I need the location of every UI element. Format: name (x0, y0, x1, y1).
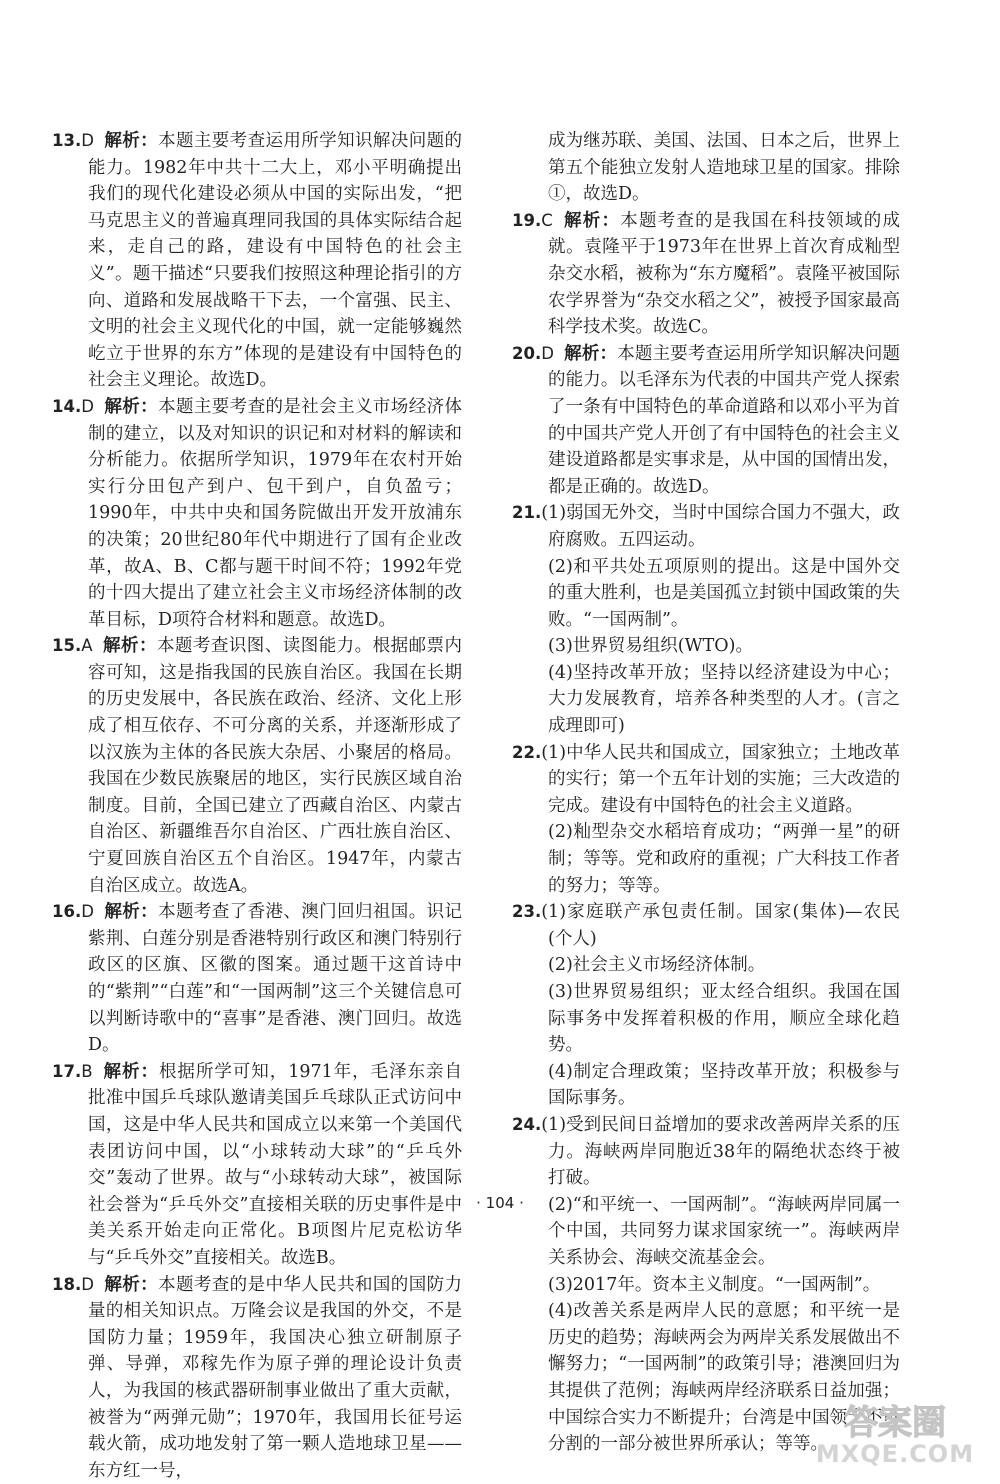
item-text: 本题主要考查运用所学知识解决问题的能力。以毛泽东为代表的中国共产党人探索了一条有中国特色的革命道路和以邓小平为首的中国共产党人开创了有中国特色的社会主义建设道路都是实事求是，从中国的国情出发，都是正确的。故选D。 (548, 343, 901, 497)
right-column (512, 128, 900, 1458)
answer-part: (2)社会主义市场经济体制。 (548, 955, 766, 976)
item-number: 16. (52, 902, 82, 922)
analysis-label: 解析： (563, 343, 618, 364)
solution-item (52, 633, 462, 899)
item-text: 本题考查的是中华人民共和国的国防力量的相关知识点。万隆会议是我国的外交，不是国防力量；1959年，我国决心独立研制原子弹、导弹，邓稼先作为原子弹的理论设计负责人，为我国的核武器研制事业做出了重大贡献，被誉为“两弹元勋”；1970年，我国用长征号运载火箭，成功地发射了第一颗人造地球卫星——东方红一号， (88, 1274, 462, 1481)
svg-text:MXQE.COM: MXQE.COM (815, 1440, 975, 1466)
item-answer: A (81, 636, 93, 656)
item-answer: D (81, 131, 94, 150)
answer-part: (1)弱国无外交，当时中国综合国力不强大，政府腐败。五四运动。 (541, 503, 900, 550)
svg-text:答案圈: 答案圈 (844, 1403, 946, 1443)
item-answer: D (541, 343, 554, 363)
item-answer: C (541, 210, 553, 230)
answer-item (512, 500, 900, 739)
answer-part: (2)“和平统一、一国两制”。“海峡两岸同属一个中国，共同努力谋求国家统一”。海峡两岸关系协会、海峡交流基金会。 (548, 1194, 900, 1268)
analysis-label: 解析： (103, 1274, 159, 1295)
solution-item (512, 341, 900, 501)
answer-part: (2)和平共处五项原则的提出。这是中国外交的重大胜利，也是美国孤立封锁中国政策的失败。“一国两制”。 (548, 556, 900, 630)
item-text: 本题主要考查运用所学知识解决问题的能力。1982年中共十二大上，邓小平明确提出我们的现代化建设必须从中国的实际出发，“把马克思主义的普遍真理同我国的具体实际结合起来，走自己的路，建设有中国特色的社会主义”。题干描述“只要我们按照这种理论指引的方向、道路和发展战略干下去，一个富强、民主、文明的社会主义现代化的中国，就一定能够巍然屹立于世界的东方”体现的是建设有中国特色的社会主义理论。故选D。 (88, 131, 462, 391)
answer-part: (3)世界贸易组织；亚太经合组织。我国在国际事务中发挥着积极的作用，顺应全球化趋势。 (548, 982, 900, 1056)
analysis-label: 解析： (103, 131, 159, 151)
item-number: 23. (512, 902, 542, 922)
item-answer: D (81, 902, 94, 922)
item-answer: B (81, 1061, 93, 1081)
item-number: 24. (512, 1114, 542, 1134)
item-text: 根据所学可知，1971年，毛泽东亲自批准中国乒乓球队邀请美国乒乓球队正式访问中国，这是中华人民共和国成立以来第一个美国代表团访问中国，以“小球转动大球”的“乒乓外交”轰动了世界。故与“小球转动大球”，被国际社会誉为“乒乓外交”直接相关联的历史事件是中美关系开始走向正常化。B项图片尼克松访华与“乒乓外交”直接相关。故选B。 (88, 1061, 462, 1268)
solution-item (52, 394, 462, 633)
answer-part: (3)世界贸易组织(WTO)。 (548, 636, 753, 657)
answer-part: (2)籼型杂交水稻培育成功；“两弹一星”的研制；等等。党和政府的重视；广大科技工作者的努力；等等。 (548, 822, 900, 896)
item-answer: D (81, 1274, 94, 1294)
answer-part: (3)2017年。资本主义制度。“一国两制”。 (548, 1274, 881, 1295)
item-number: 20. (512, 343, 542, 363)
answer-part: (4)制定合理政策；坚持改革开放；积极参与国际事务。 (548, 1061, 900, 1109)
answer-item (512, 899, 900, 1112)
item-number: 22. (512, 742, 542, 762)
analysis-label: 解析： (102, 636, 157, 657)
solution-item (52, 1059, 462, 1272)
solution-item (52, 128, 462, 394)
watermark-logo (800, 1400, 990, 1466)
item-number: 19. (512, 210, 542, 230)
item-number: 15. (52, 636, 82, 656)
item-text: 本题主要考查的是社会主义市场经济体制的建立，以及对知识的识记和对材料的解读和分析能力。依据所学知识，1979年在农村开始实行分田包产到户、包干到户，自负盈亏；1990年，中共中央和国务院做出开发开放浦东的决策；20世纪80年代中期进行了国有企业改革，故A、B、C都与题干时间不符；1992年党的十四大提出了建立社会主义市场经济体制的改革目标，D项符合材料和题意。故选D。 (88, 396, 462, 630)
item-number: 21. (512, 503, 542, 523)
item-number: 17. (52, 1061, 82, 1081)
item-number: 13. (52, 131, 82, 150)
analysis-label: 解析： (103, 902, 159, 923)
left-column (52, 128, 462, 1484)
solution-item (52, 899, 462, 1059)
analysis-label: 解析： (562, 210, 621, 231)
answer-part: (1)家庭联产承包责任制。国家(集体)—农民(个人) (541, 902, 900, 949)
item-number: 18. (52, 1274, 82, 1294)
answer-part: (4)改善关系是两岸人民的意愿；和平统一是历史的趋势；海峡两会为两岸关系发展做出不懈努力；“一国两制”的政策引导；港澳回归为其提供了范例；海峡两岸经济联系日益加强；中国综合实力不断提升；台湾是中国领土不可分割的一部分被世界所承认；等等。 (548, 1301, 900, 1455)
item-answer: D (81, 396, 94, 416)
item-text: 本题考查了香港、澳门回归祖国。识记紫荆、白莲分别是香港特别行政区和澳门特别行政区的区旗、区徽的图案。通过题干这首诗中的“紫荆”“白莲”和“一国两制”这三个关键信息可以判断诗歌中的“喜事”是香港、澳门回归。故选D。 (88, 902, 462, 1056)
item-text: 本题考查的是我国在科技领域的成就。袁隆平于1973年在世界上首次育成籼型杂交水稻，被称为“东方魔稻”。袁隆平被国际农学界誉为“杂交水稻之父”，被授予国家最高科学技术奖。故选C。 (548, 210, 901, 338)
solution-item (512, 208, 900, 341)
analysis-label: 解析： (102, 1061, 159, 1082)
answer-part: (1)受到民间日益增加的要求改善两岸关系的压力。海峡两岸同胞近38年的隔绝状态终于被打破。 (541, 1114, 900, 1189)
analysis-label: 解析： (103, 396, 159, 417)
item-text: 本题考查识图、读图能力。根据邮票内容可知，这是指我国的民族自治区。我国在长期的历史发展中，各民族在政治、经济、文化上形成了相互依存、不可分离的关系，并逐渐形成了以汉族为主体的各民族大杂居、小聚居的格局。我国在少数民族聚居的地区，实行民族区域自治制度。目前，全国已建立了西藏自治区、内蒙古自治区、新疆维吾尔自治区、广西壮族自治区、宁夏回族自治区五个自治区。1947年，内蒙古自治区成立。故选A。 (88, 636, 463, 896)
answer-item (512, 740, 900, 900)
page-number: · 104 · (476, 1194, 524, 1212)
item-number: 14. (52, 396, 82, 416)
answer-part: (1)中华人民共和国成立，国家独立；土地改革的实行；第一个五年计划的实施；三大改造的完成。建设有中国特色的社会主义道路。 (541, 742, 900, 816)
answer-part: (4)坚持改革开放；坚持以经济建设为中心；大力发展教育，培养各种类型的人才。(言之成理即可) (548, 662, 900, 737)
solution-item (52, 1272, 462, 1484)
continuation-text: 成为继苏联、美国、法国、日本之后，世界上第五个能独立发射人造地球卫星的国家。排除①，故选D。 (548, 131, 900, 205)
